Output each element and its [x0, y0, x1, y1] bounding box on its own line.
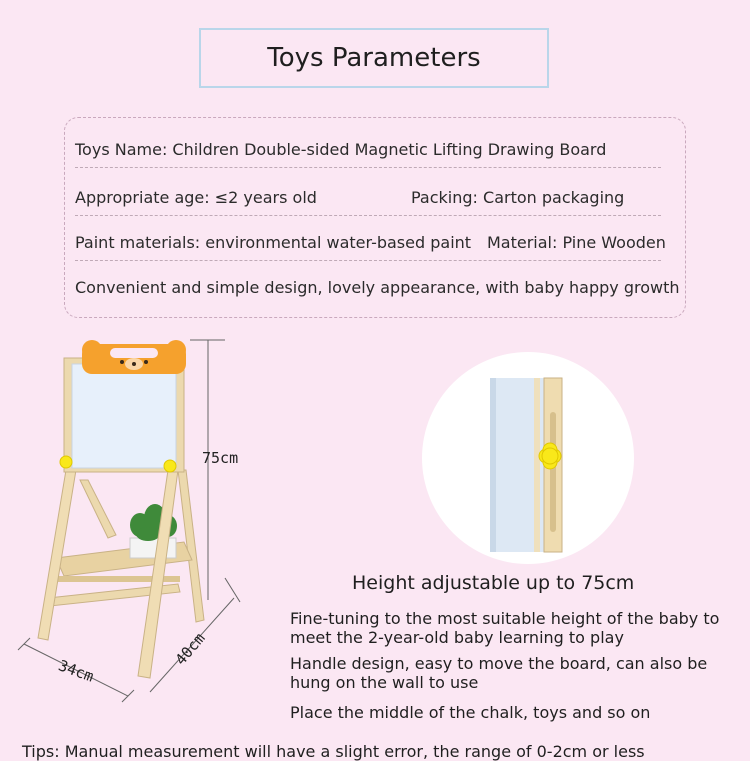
- detail-zoom-image: [422, 352, 634, 564]
- row-divider: [75, 215, 661, 216]
- param-row-design: [75, 268, 680, 306]
- param-paint: Paint materials: environmental water-based paint: [75, 232, 472, 252]
- param-material: Material: Pine Wooden: [487, 232, 666, 252]
- feature-text: Handle design, easy to move the board, can also be hung on the wall to use: [290, 654, 708, 692]
- parameters-panel: [64, 117, 686, 318]
- adjustable-caption: Height adjustable up to 75cm: [352, 572, 635, 594]
- height-dimension: 75cm: [202, 449, 239, 467]
- bear-topper: [82, 340, 186, 374]
- row-divider: [75, 167, 661, 168]
- param-row-age: [75, 178, 661, 216]
- param-row-name: [75, 130, 661, 168]
- param-row-materials: [75, 223, 666, 261]
- param-name: Toys Name: Children Double-sided Magnetic Lifting Drawing Board: [75, 139, 607, 159]
- easel-illustration: [0, 320, 300, 720]
- param-age: Appropriate age: ≤2 years old: [75, 187, 317, 207]
- param-packing: Packing: Carton packaging: [411, 187, 625, 207]
- tips-text: Tips: Manual measurement will have a slight error, the range of 0-2cm or less: [22, 742, 645, 761]
- easel-product-image: [0, 320, 300, 720]
- feature-text: Place the middle of the chalk, toys and so on: [290, 703, 651, 722]
- depth-dimension: 40cm: [171, 629, 209, 669]
- row-divider: [75, 260, 661, 261]
- width-dimension: 34cm: [56, 656, 97, 686]
- param-design: Convenient and simple design, lovely appearance, with baby happy growth: [75, 277, 680, 297]
- section-title: Toys Parameters: [199, 28, 549, 88]
- adjuster-closeup: [422, 352, 634, 564]
- feature-text: Fine-tuning to the most suitable height of the baby to meet the 2-year-old baby learning to play: [290, 609, 720, 647]
